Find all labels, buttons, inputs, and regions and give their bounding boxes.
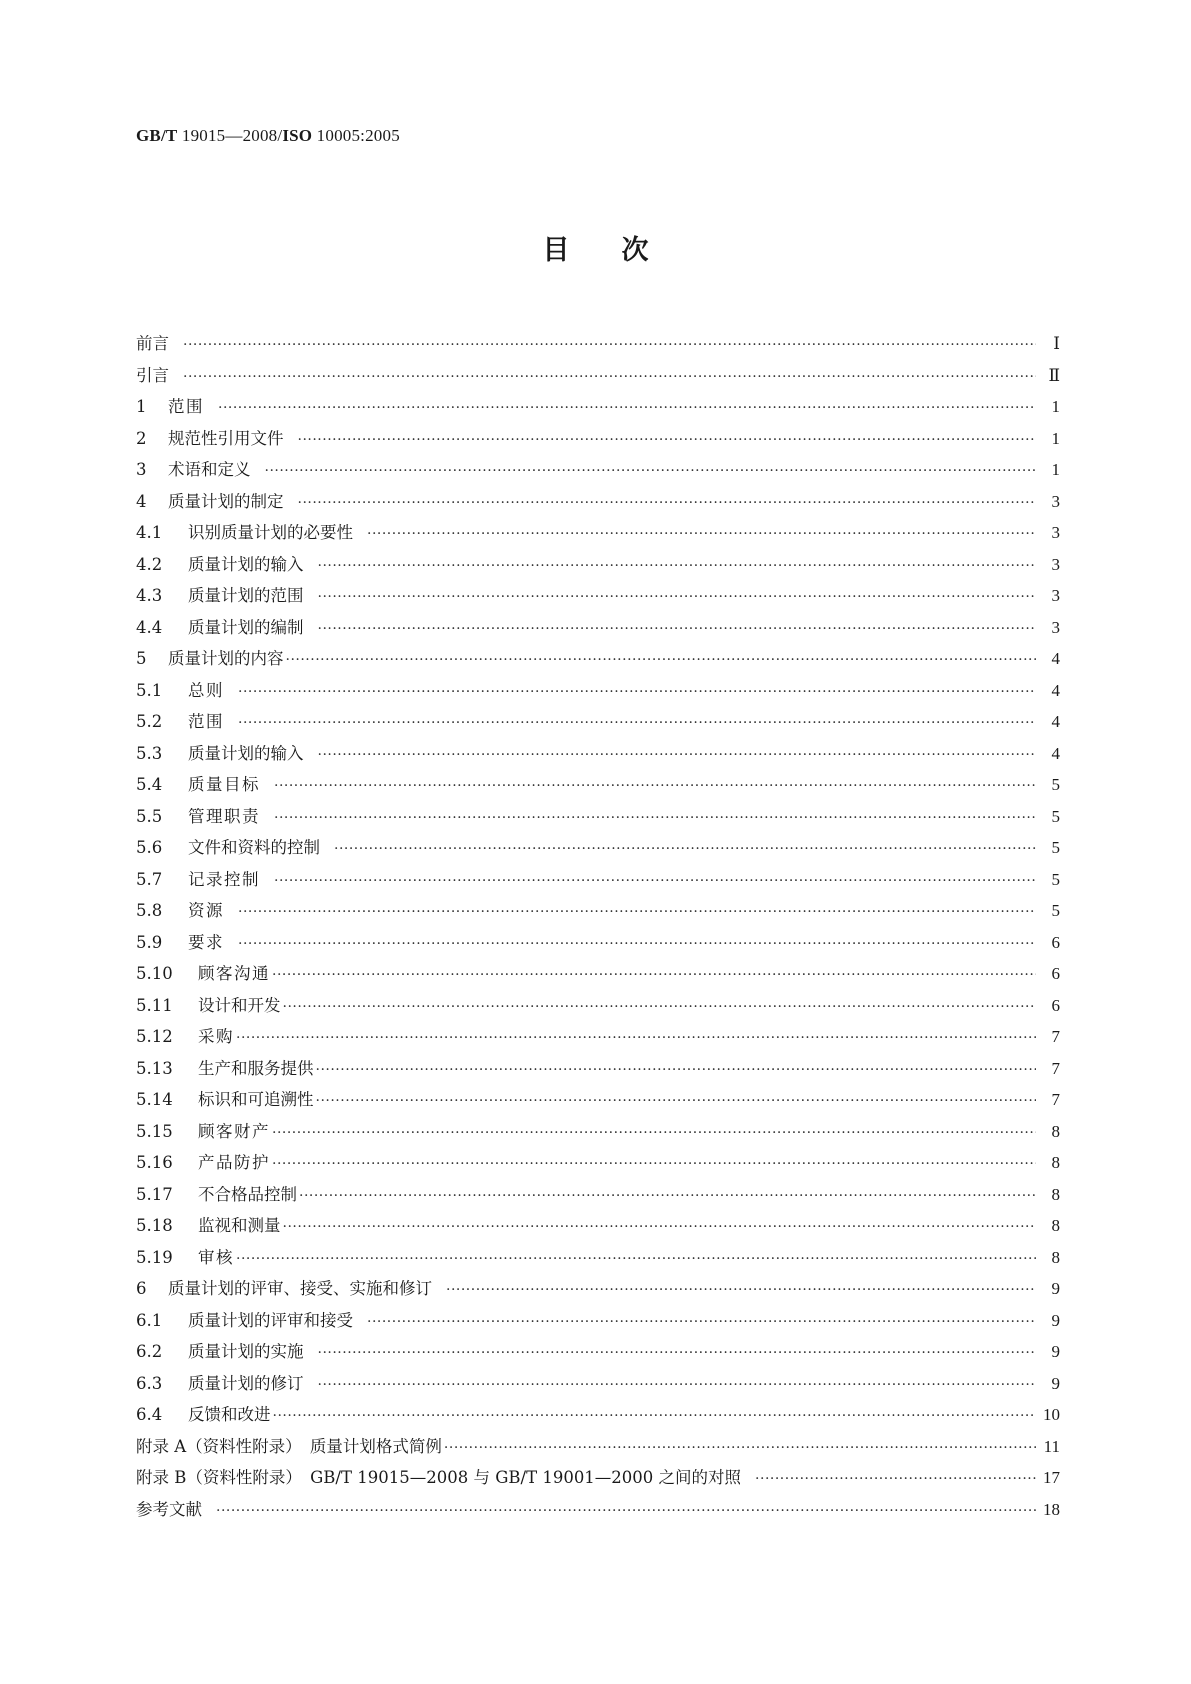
toc-entry[interactable] <box>136 864 1060 896</box>
toc-entry-title: 管理职责 <box>188 806 260 826</box>
toc-entry-number: 4.1 <box>136 523 163 542</box>
toc-entry-label <box>136 612 316 644</box>
toc-entry-title: 质量计划的评审、接受、实施和修订 <box>168 1279 432 1298</box>
standard-number-header <box>136 126 400 146</box>
toc-entry-title: 设计和开发 <box>198 995 281 1015</box>
toc-entry[interactable] <box>136 769 1060 801</box>
toc-entry-page: 5 <box>1051 806 1060 826</box>
toc-entry-page: 8 <box>1051 1184 1060 1204</box>
toc-entry-page: 1 <box>1051 428 1060 448</box>
toc-entry[interactable] <box>136 1053 1060 1085</box>
toc-entry-label <box>136 360 181 392</box>
toc-entry-page: 18 <box>1043 1499 1060 1519</box>
toc-entry[interactable] <box>136 706 1060 738</box>
toc-entry-number: 5.19 <box>136 1247 173 1267</box>
toc-entry-page: 9 <box>1051 1373 1060 1393</box>
toc-entry-title: 质量计划的制定 <box>168 491 284 511</box>
toc-entry-number: 5.14 <box>136 1090 173 1109</box>
dot-leader <box>216 1496 1036 1528</box>
toc-entry-page: 8 <box>1051 1216 1060 1235</box>
toc-entry-label <box>136 1494 214 1526</box>
toc-entry-title: 质量计划的内容 <box>168 649 284 668</box>
toc-entry[interactable] <box>136 832 1060 864</box>
toc-entry-title: 质量计划的修订 <box>188 1373 304 1393</box>
toc-entry-number: 5.1 <box>136 680 163 700</box>
toc-entry[interactable] <box>136 1305 1060 1337</box>
toc-entry-title: 质量计划的编制 <box>188 617 304 637</box>
dot-leader <box>272 960 1036 992</box>
dot-leader <box>286 645 1037 677</box>
toc-entry-page: 3 <box>1051 617 1060 637</box>
toc-entry-page: 9 <box>1051 1342 1060 1361</box>
toc-entry-title: 审核 <box>198 1247 234 1267</box>
toc-entry[interactable] <box>136 958 1060 990</box>
toc-entry[interactable] <box>136 990 1060 1022</box>
toc-entry-number: 5.13 <box>136 1058 173 1078</box>
toc-entry[interactable] <box>136 1179 1060 1211</box>
toc-entry-page: 9 <box>1051 1279 1060 1298</box>
dot-leader <box>318 614 1037 646</box>
toc-entry-label <box>136 1116 270 1148</box>
dot-leader <box>238 897 1036 929</box>
toc-entry[interactable] <box>136 1431 1060 1463</box>
toc-entry-title: 顾客财产 <box>198 1121 270 1141</box>
toc-entry-page: 6 <box>1051 964 1060 983</box>
toc-entry-title: 规范性引用文件 <box>168 428 284 448</box>
toc-entry[interactable] <box>136 1021 1060 1053</box>
dot-leader <box>367 519 1036 551</box>
toc-entry[interactable] <box>136 580 1060 612</box>
toc-entry-label <box>136 1305 365 1337</box>
toc-entry-page: 4 <box>1051 680 1060 700</box>
toc-entry-number: 5.5 <box>136 806 163 826</box>
toc-entry[interactable] <box>136 486 1060 518</box>
iso-prefix-bold: ISO <box>282 126 313 145</box>
toc-entry-number: 5.10 <box>136 964 173 983</box>
dot-leader <box>755 1464 1036 1496</box>
toc-entry-page: 4 <box>1051 649 1060 668</box>
dot-leader <box>272 1149 1036 1181</box>
dot-leader <box>334 834 1036 866</box>
toc-entry-title: 范围 <box>168 397 204 416</box>
toc-entry[interactable] <box>136 1462 1060 1494</box>
dot-leader <box>272 1118 1036 1150</box>
toc-entry-label <box>136 927 236 959</box>
toc-entry-number: 5.2 <box>136 712 163 731</box>
dot-leader <box>298 425 1037 457</box>
toc-entry-title: 标识和可追溯性 <box>198 1090 314 1109</box>
toc-entry-page: 7 <box>1051 1027 1060 1046</box>
toc-entry-label <box>136 675 236 707</box>
toc-entry-label <box>136 517 365 549</box>
dot-leader <box>298 488 1037 520</box>
dot-leader <box>318 1338 1037 1370</box>
toc-entry-label <box>136 1021 234 1053</box>
toc-entry-page: 1 <box>1051 397 1060 416</box>
toc-entry[interactable] <box>136 1368 1060 1400</box>
toc-entry-page: 8 <box>1051 1121 1060 1141</box>
toc-entry-number: 5.11 <box>136 995 173 1015</box>
dot-leader <box>265 456 1037 488</box>
toc-entry-page: 4 <box>1051 743 1060 763</box>
dot-leader <box>316 1086 1037 1118</box>
toc-entry-title: 质量计划的实施 <box>188 1342 304 1361</box>
toc-entry-number: 6 <box>136 1279 147 1298</box>
toc-entry[interactable] <box>136 895 1060 927</box>
toc-entry-page: 3 <box>1051 554 1060 574</box>
dot-leader <box>183 362 1036 394</box>
dot-leader <box>274 866 1036 898</box>
dot-leader <box>238 708 1036 740</box>
dot-leader <box>318 1370 1037 1402</box>
toc-entry-number: 2 <box>136 428 147 448</box>
dot-leader <box>283 992 1037 1024</box>
toc-entry-label <box>136 895 236 927</box>
toc-entry-number: 3 <box>136 460 147 479</box>
dot-leader <box>273 1401 1037 1433</box>
toc-entry-number: 4.4 <box>136 617 163 637</box>
toc-entry[interactable] <box>136 549 1060 581</box>
dot-leader <box>283 1212 1037 1244</box>
table-of-contents <box>136 328 1060 1525</box>
dot-leader <box>318 551 1037 583</box>
toc-entry-title: 要求 <box>188 932 224 952</box>
toc-entry-page: 3 <box>1051 586 1060 605</box>
iso-number: 10005:2005 <box>312 126 400 145</box>
toc-entry-number: 5 <box>136 649 147 668</box>
toc-entry-title: 反馈和改进 <box>188 1405 271 1424</box>
toc-entry-title: 识别质量计划的必要性 <box>188 523 353 542</box>
toc-entry[interactable] <box>136 423 1060 455</box>
toc-entry-number: 5.6 <box>136 838 163 857</box>
toc-entry-title: 术语和定义 <box>168 460 251 479</box>
toc-entry-number: 5.17 <box>136 1184 173 1204</box>
toc-entry-number: 6.1 <box>136 1310 163 1330</box>
toc-entry-title: 采购 <box>198 1027 234 1046</box>
toc-entry-label <box>136 958 270 990</box>
toc-entry[interactable] <box>136 643 1060 675</box>
toc-entry-title: 附录 B（资料性附录） GB/T 19015—2008 与 GB/T 19001—2000 之间的对照 <box>136 1468 742 1487</box>
dot-leader <box>183 330 1036 362</box>
toc-entry-label <box>136 990 281 1022</box>
dot-leader <box>218 393 1036 425</box>
toc-entry-page: 6 <box>1051 932 1060 952</box>
toc-entry[interactable] <box>136 360 1060 392</box>
toc-entry[interactable] <box>136 517 1060 549</box>
toc-entry-title: 生产和服务提供 <box>198 1058 314 1078</box>
toc-entry[interactable] <box>136 328 1060 360</box>
dot-leader <box>238 677 1036 709</box>
toc-entry-label <box>136 391 216 423</box>
toc-entry[interactable] <box>136 1273 1060 1305</box>
dot-leader <box>444 1433 1036 1465</box>
toc-entry-label <box>136 738 316 770</box>
toc-entry-number: 5.9 <box>136 932 163 952</box>
toc-entry-label <box>136 643 284 675</box>
toc-entry[interactable] <box>136 801 1060 833</box>
toc-entry-page: 5 <box>1051 901 1060 920</box>
dot-leader <box>274 803 1036 835</box>
dot-leader <box>316 1055 1037 1087</box>
toc-entry-title: 产品防护 <box>198 1153 270 1172</box>
toc-entry-label <box>136 1147 270 1179</box>
toc-entry-label <box>136 1053 314 1085</box>
toc-entry-page: 7 <box>1051 1090 1060 1109</box>
toc-entry-number: 5.4 <box>136 775 163 794</box>
toc-entry-number: 5.12 <box>136 1027 173 1046</box>
toc-entry[interactable] <box>136 1210 1060 1242</box>
toc-entry[interactable] <box>136 675 1060 707</box>
toc-entry[interactable] <box>136 1494 1060 1526</box>
toc-entry[interactable] <box>136 612 1060 644</box>
toc-entry-title: 引言 <box>136 365 169 385</box>
toc-entry-page: 1 <box>1051 460 1060 479</box>
toc-entry-page: 3 <box>1051 523 1060 542</box>
toc-entry-page: 5 <box>1051 838 1060 857</box>
toc-entry-label <box>136 1210 281 1242</box>
toc-entry[interactable] <box>136 1336 1060 1368</box>
toc-entry-title: 质量计划的输入 <box>188 743 304 763</box>
toc-entry-number: 1 <box>136 397 147 416</box>
toc-entry-title: 总则 <box>188 680 224 700</box>
toc-entry-number: 6.2 <box>136 1342 163 1361</box>
toc-entry-page: 9 <box>1051 1310 1060 1330</box>
toc-entry[interactable] <box>136 927 1060 959</box>
dot-leader <box>299 1181 1036 1213</box>
toc-entry-number: 4 <box>136 491 147 511</box>
toc-entry-number: 6.4 <box>136 1405 163 1424</box>
toc-entry-label <box>136 328 181 360</box>
toc-entry-title: 参考文献 <box>136 1499 202 1519</box>
toc-entry-number: 4.3 <box>136 586 163 605</box>
toc-entry-label <box>136 706 236 738</box>
toc-entry-title: 质量计划的输入 <box>188 554 304 574</box>
toc-entry[interactable] <box>136 1147 1060 1179</box>
toc-entry-page: 7 <box>1051 1058 1060 1078</box>
toc-entry-label <box>136 1084 314 1116</box>
toc-entry-page: 10 <box>1043 1405 1060 1424</box>
std-number: 19015—2008/ <box>177 126 283 145</box>
toc-entry-label <box>136 864 272 896</box>
toc-entry-number: 5.3 <box>136 743 163 763</box>
toc-entry-title: 不合格品控制 <box>198 1184 297 1204</box>
toc-entry-title: 文件和资料的控制 <box>188 838 320 857</box>
dot-leader <box>318 740 1037 772</box>
toc-entry-page: 5 <box>1051 869 1060 889</box>
toc-entry-label <box>136 486 296 518</box>
dot-leader <box>274 771 1036 803</box>
toc-entry[interactable] <box>136 1116 1060 1148</box>
toc-entry-title: 顾客沟通 <box>198 964 270 983</box>
toc-entry-title: 质量计划的评审和接受 <box>188 1310 353 1330</box>
toc-entry-number: 5.15 <box>136 1121 173 1141</box>
toc-entry-title: 附录 A（资料性附录） 质量计划格式简例 <box>136 1436 442 1456</box>
toc-entry[interactable] <box>136 1242 1060 1274</box>
toc-entry-title: 资源 <box>188 901 224 920</box>
dot-leader <box>236 1023 1036 1055</box>
toc-entry-page: Ⅰ <box>1053 334 1060 353</box>
dot-leader <box>236 1244 1036 1276</box>
toc-entry-title: 质量目标 <box>188 775 260 794</box>
toc-entry-page: 11 <box>1043 1436 1060 1456</box>
toc-entry-page: 8 <box>1051 1153 1060 1172</box>
toc-entry-title: 记录控制 <box>188 869 260 889</box>
toc-entry-label <box>136 832 332 864</box>
toc-entry-label <box>136 1368 316 1400</box>
dot-leader <box>367 1307 1036 1339</box>
toc-entry-label <box>136 1273 444 1305</box>
toc-entry-title: 监视和测量 <box>198 1216 281 1235</box>
toc-entry-label <box>136 1431 442 1463</box>
dot-leader <box>446 1275 1036 1307</box>
toc-entry-label <box>136 549 316 581</box>
toc-entry-label <box>136 454 263 486</box>
dot-leader <box>238 929 1036 961</box>
toc-entry[interactable] <box>136 1084 1060 1116</box>
toc-entry-label <box>136 1399 271 1431</box>
toc-entry-number: 5.18 <box>136 1216 173 1235</box>
toc-entry[interactable] <box>136 738 1060 770</box>
toc-entry-page: Ⅱ <box>1048 365 1060 385</box>
toc-entry-number: 5.7 <box>136 869 163 889</box>
toc-entry-page: 3 <box>1051 491 1060 511</box>
toc-entry-title: 前言 <box>136 334 169 353</box>
toc-entry-label <box>136 423 296 455</box>
page-title: 目次 <box>542 235 701 266</box>
toc-entry[interactable] <box>136 391 1060 423</box>
toc-entry[interactable] <box>136 1399 1060 1431</box>
toc-entry-label <box>136 1242 234 1274</box>
toc-entry-label <box>136 1336 316 1368</box>
toc-entry-label <box>136 1462 753 1494</box>
toc-entry-page: 17 <box>1043 1468 1060 1487</box>
toc-entry-label <box>136 580 316 612</box>
toc-entry-title: 范围 <box>188 712 224 731</box>
toc-entry-number: 4.2 <box>136 554 163 574</box>
toc-entry-label <box>136 769 272 801</box>
toc-entry-title: 质量计划的范围 <box>188 586 304 605</box>
toc-entry[interactable] <box>136 454 1060 486</box>
toc-entry-page: 4 <box>1051 712 1060 731</box>
toc-entry-page: 5 <box>1051 775 1060 794</box>
toc-entry-page: 8 <box>1051 1247 1060 1267</box>
dot-leader <box>318 582 1037 614</box>
std-prefix-bold: GB/T <box>136 126 178 145</box>
toc-entry-label <box>136 1179 297 1211</box>
toc-entry-page: 6 <box>1051 995 1060 1015</box>
toc-entry-number: 5.8 <box>136 901 163 920</box>
toc-entry-number: 5.16 <box>136 1153 173 1172</box>
toc-entry-label <box>136 801 272 833</box>
toc-entry-number: 6.3 <box>136 1373 163 1393</box>
